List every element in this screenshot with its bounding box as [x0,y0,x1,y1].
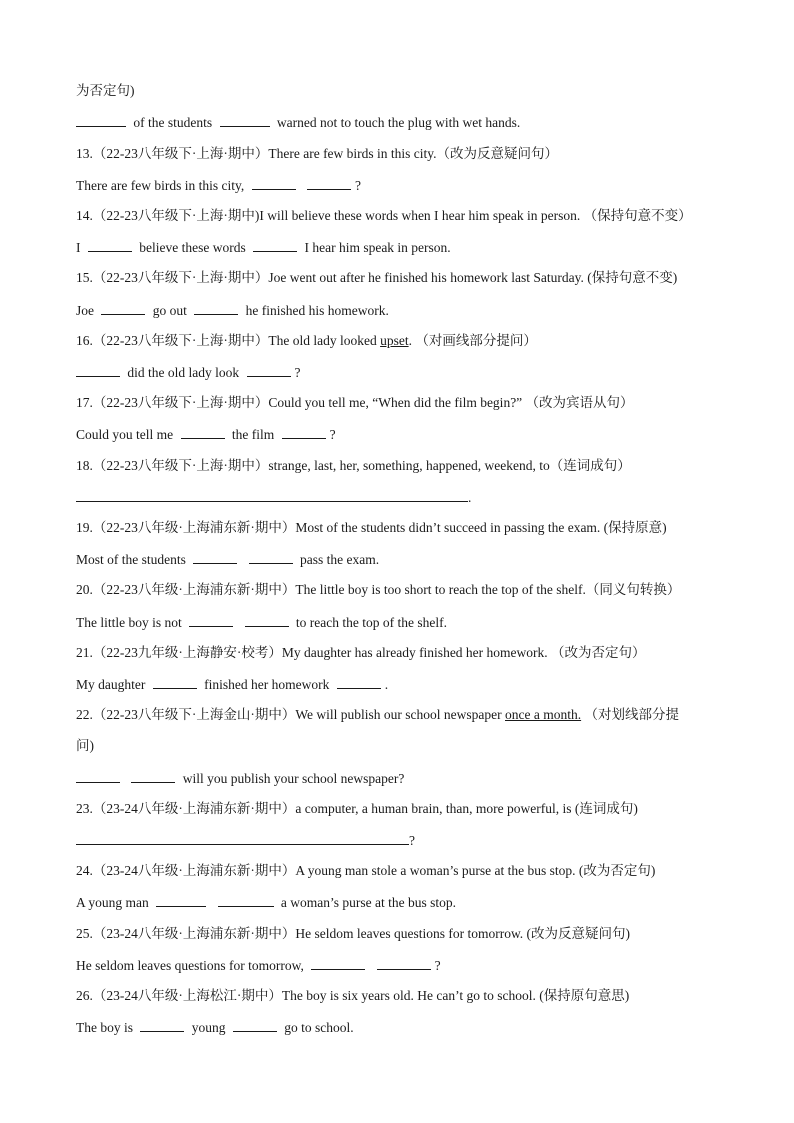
answer-text: The boy is [76,1020,133,1035]
question-text: 23.（23-24八年级·上海浦东新·期中）a computer, a human brain, than, more powerful, is (连词成句) [76,801,638,816]
answer-text: finished her homework [204,677,330,692]
answer-blank[interactable] [156,893,206,907]
answer-text: ? [434,958,441,973]
answer-text: ? [294,365,301,380]
question-22 [76,706,754,724]
answer-blank[interactable] [76,831,409,845]
answer-blank[interactable] [252,176,296,190]
answer-blank[interactable] [76,363,120,377]
answer-blank[interactable] [193,550,237,564]
answer-blank[interactable] [88,238,132,252]
answer-text: I [76,240,81,255]
question-text: 25.（23-24八年级·上海浦东新·期中）He seldom leaves questions for tomorrow. (改为反意疑问句) [76,926,631,941]
answer-22 [76,769,754,788]
answer-text: . [384,677,389,692]
answer-blank[interactable] [140,1018,184,1032]
answer-12 [76,113,754,132]
answer-text: ? [409,833,415,848]
answer-blank[interactable] [220,113,270,127]
question-text: 17.（22-23八年级下·上海·期中）Could you tell me, “When did the film begin?” （改为宾语从句） [76,395,634,410]
question-text: 18.（22-23八年级下·上海·期中）strange, last, her, something, happened, weekend, to（连词成句） [76,458,631,473]
answer-blank[interactable] [153,675,197,689]
answer-blank[interactable] [377,956,431,970]
answer-text: go to school. [284,1020,354,1035]
answer-14 [76,238,754,257]
answer-23 [76,831,754,850]
answer-text: did the old lady look [127,365,240,380]
answer-text: believe these words [139,240,246,255]
answer-text: warned not to touch the plug with wet hands. [276,115,521,130]
question-21 [76,644,754,662]
answer-19 [76,550,754,569]
answer-blank[interactable] [76,769,120,783]
question-16 [76,332,754,350]
question-text: 15.（22-23八年级下·上海·期中）Joe went out after he finished his homework last Saturday. (保持句意不变) [76,270,678,285]
question-text: 14.（22-23八年级下·上海·期中)I will believe these words when I hear him speak in person. （保持句意不变） [76,208,692,223]
answer-text: will you publish your school newspaper? [182,771,405,786]
question-17 [76,394,754,412]
question-text: 13.（22-23八年级下·上海·期中）There are few birds in this city.（改为反意疑问句） [76,146,559,161]
answer-17 [76,425,754,444]
question-13 [76,145,754,163]
question-text: 16.（22-23八年级下·上海·期中）The old lady looked [76,333,381,348]
answer-blank[interactable] [218,893,274,907]
answer-text: A young man [76,895,149,910]
answer-blank[interactable] [245,613,289,627]
answer-text: go out [152,303,187,318]
underlined-text: once a month. [505,707,582,722]
answer-blank[interactable] [233,1018,277,1032]
answer-blank[interactable] [101,301,145,315]
question-text: 24.（23-24八年级·上海浦东新·期中）A young man stole a woman’s purse at the bus stop. (改为否定句) [76,863,656,878]
answer-blank[interactable] [282,425,326,439]
answer-text: My daughter [76,677,146,692]
answer-text: . [468,490,472,505]
answer-blank[interactable] [307,176,351,190]
answer-20 [76,613,754,632]
answer-text: a woman’s purse at the bus stop. [280,895,456,910]
question-22-continuation [76,737,754,755]
question-text: 为否定句) [76,83,135,98]
question-18 [76,457,754,475]
answer-text: The little boy is not [76,615,182,630]
answer-text: ? [354,178,361,193]
answer-blank[interactable] [253,238,297,252]
question-text: . （对画线部分提问） [408,333,537,348]
question-text: 问) [76,738,94,753]
question-25 [76,925,754,943]
answer-blank[interactable] [337,675,381,689]
answer-blank[interactable] [249,550,293,564]
answer-text: pass the exam. [300,552,380,567]
answer-15 [76,301,754,320]
question-text: 20.（22-23八年级·上海浦东新·期中）The little boy is too short to reach the top of the shelf.（同义句转换） [76,582,681,597]
answer-text: ? [329,427,336,442]
question-15 [76,269,754,287]
question-23 [76,800,754,818]
question-text: 26.（23-24八年级·上海松江·期中）The boy is six years old. He can’t go to school. (保持原句意思) [76,988,630,1003]
question-text: 19.（22-23八年级·上海浦东新·期中）Most of the students didn’t succeed in passing the exam. (保持原意) [76,520,667,535]
answer-blank[interactable] [247,363,291,377]
answer-blank[interactable] [194,301,238,315]
question-19 [76,519,754,537]
answer-18 [76,488,754,507]
answer-text: Most of the students [76,552,186,567]
answer-blank[interactable] [189,613,233,627]
answer-text: There are few birds in this city, [76,178,245,193]
answer-24 [76,893,754,912]
question-24 [76,862,754,880]
answer-text: Joe [76,303,94,318]
answer-blank[interactable] [311,956,365,970]
question-20 [76,581,754,599]
answer-25 [76,956,754,975]
question-text: （对划线部分提 [581,707,679,722]
answer-text: I hear him speak in person. [304,240,451,255]
question-text: 21.（22-23九年级·上海静安·校考）My daughter has already finished her homework. （改为否定句） [76,645,646,660]
answer-blank[interactable] [76,113,126,127]
answer-13 [76,176,754,195]
answer-blank[interactable] [131,769,175,783]
answer-21 [76,675,754,694]
answer-text: he finished his homework. [245,303,389,318]
answer-26 [76,1018,754,1037]
question-text: 22.（22-23八年级下·上海金山·期中）We will publish our school newspaper [76,707,505,722]
question-14 [76,207,754,225]
answer-16 [76,363,754,382]
answer-text: the film [231,427,275,442]
question-26 [76,987,754,1005]
answer-text: to reach the top of the shelf. [295,615,447,630]
question-12-continuation [76,82,754,100]
answer-text: He seldom leaves questions for tomorrow, [76,958,304,973]
answer-text: Could you tell me [76,427,174,442]
answer-blank[interactable] [181,425,225,439]
answer-text: young [191,1020,226,1035]
answer-blank[interactable] [76,488,468,502]
underlined-text: upset [380,333,409,348]
answer-text: of the students [133,115,213,130]
